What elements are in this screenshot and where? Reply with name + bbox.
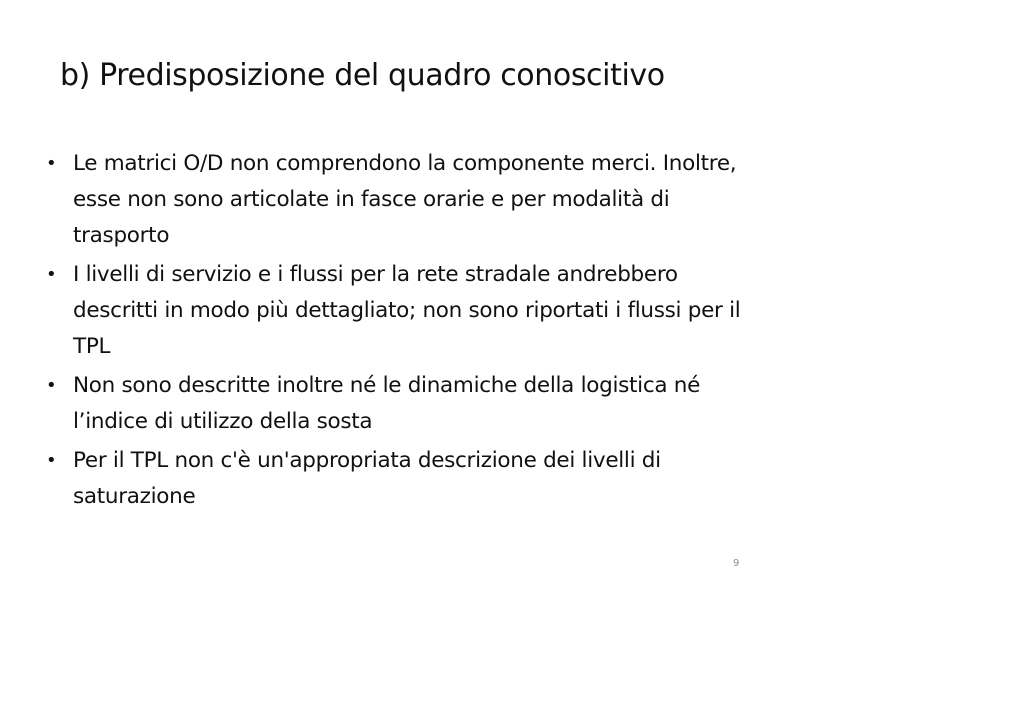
bullet-text: I livelli di servizio e i flussi per la rete stradale andrebbero descritti in modo più dettagliato; non sono riportati i flussi per il TPL	[73, 262, 741, 359]
bullet-text: Le matrici O/D non comprendono la componente merci. Inoltre, esse non sono articolate in fasce orarie e per modalità di trasporto	[73, 151, 737, 248]
bullet-list	[44, 146, 744, 518]
slide-title: b) Predisposizione del quadro conoscitivo	[60, 58, 665, 93]
bullet-item	[44, 257, 744, 365]
bullet-icon: •	[46, 450, 57, 471]
bullet-icon: •	[46, 264, 57, 285]
bullet-text: Non sono descritte inoltre né le dinamiche della logistica né l’indice di utilizzo della sosta	[73, 373, 701, 434]
bullet-icon: •	[46, 153, 57, 174]
bullet-icon: •	[46, 375, 57, 396]
bullet-item	[44, 146, 744, 254]
bullet-item	[44, 368, 744, 440]
bullet-item	[44, 443, 744, 515]
bullet-text: Per il TPL non c'è un'appropriata descrizione dei livelli di saturazione	[73, 448, 661, 509]
page-number: 9	[733, 558, 740, 569]
